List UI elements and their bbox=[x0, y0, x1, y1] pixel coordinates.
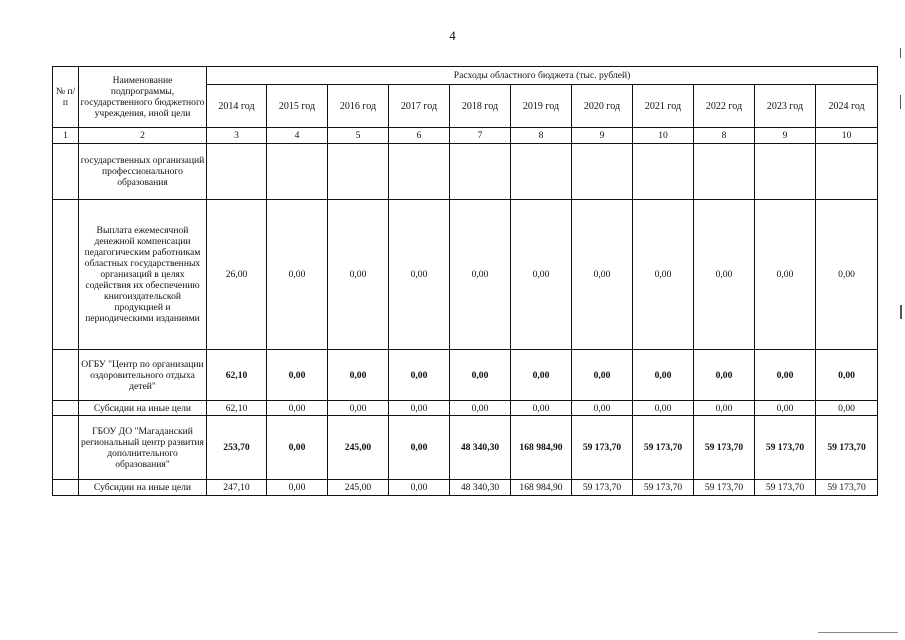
cell-value bbox=[633, 144, 694, 200]
cell-value: 0,00 bbox=[389, 401, 450, 416]
scan-artifact bbox=[900, 305, 902, 319]
row-num bbox=[53, 416, 79, 480]
column-index: 2 bbox=[79, 128, 207, 144]
cell-value: 0,00 bbox=[633, 401, 694, 416]
cell-value: 0,00 bbox=[267, 480, 328, 496]
row-num bbox=[53, 401, 79, 416]
column-index: 8 bbox=[511, 128, 572, 144]
cell-value: 0,00 bbox=[755, 350, 816, 401]
table-row bbox=[53, 200, 878, 350]
cell-value: 59 173,70 bbox=[816, 480, 878, 496]
header-year: 2017 год bbox=[389, 85, 450, 128]
cell-value: 0,00 bbox=[450, 350, 511, 401]
cell-value: 26,00 bbox=[207, 200, 267, 350]
cell-value bbox=[816, 144, 878, 200]
cell-value: 0,00 bbox=[816, 350, 878, 401]
row-name: ГБОУ ДО "Магаданский региональный центр развития дополнительного образования" bbox=[79, 416, 207, 480]
column-index: 10 bbox=[816, 128, 878, 144]
row-num bbox=[53, 200, 79, 350]
cell-value: 0,00 bbox=[633, 200, 694, 350]
cell-value: 0,00 bbox=[633, 350, 694, 401]
cell-value: 59 173,70 bbox=[755, 480, 816, 496]
header-year: 2023 год bbox=[755, 85, 816, 128]
header-name: Наименование подпрограммы, государственного бюджетного учреждения, иной цели bbox=[79, 67, 207, 128]
cell-value: 0,00 bbox=[572, 200, 633, 350]
cell-value: 0,00 bbox=[267, 416, 328, 480]
cell-value: 0,00 bbox=[450, 401, 511, 416]
scan-artifact bbox=[900, 95, 901, 109]
cell-value: 0,00 bbox=[267, 401, 328, 416]
row-name: Субсидии на иные цели bbox=[79, 480, 207, 496]
cell-value: 0,00 bbox=[267, 350, 328, 401]
header-year: 2015 год bbox=[267, 85, 328, 128]
cell-value: 0,00 bbox=[694, 350, 755, 401]
cell-value bbox=[755, 144, 816, 200]
cell-value: 168 984,90 bbox=[511, 480, 572, 496]
cell-value: 0,00 bbox=[389, 416, 450, 480]
column-index: 3 bbox=[207, 128, 267, 144]
column-index: 9 bbox=[755, 128, 816, 144]
row-name: Выплата ежемесячной денежной компенсации педагогическим работникам областных государственных организаций в целях содействия их обеспечению книгоиздательской продукцией и периодическими изданиями bbox=[79, 200, 207, 350]
cell-value bbox=[207, 144, 267, 200]
header-year: 2021 год bbox=[633, 85, 694, 128]
header-year: 2022 год bbox=[694, 85, 755, 128]
header-year: 2020 год bbox=[572, 85, 633, 128]
cell-value: 245,00 bbox=[328, 416, 389, 480]
cell-value: 0,00 bbox=[450, 200, 511, 350]
cell-value: 59 173,70 bbox=[633, 416, 694, 480]
row-num bbox=[53, 144, 79, 200]
header-row-top bbox=[53, 67, 878, 85]
table-row bbox=[53, 480, 878, 496]
cell-value: 0,00 bbox=[389, 480, 450, 496]
column-index: 1 bbox=[53, 128, 79, 144]
table-row bbox=[53, 416, 878, 480]
cell-value bbox=[694, 144, 755, 200]
table-row bbox=[53, 144, 878, 200]
cell-value: 59 173,70 bbox=[816, 416, 878, 480]
column-index: 6 bbox=[389, 128, 450, 144]
cell-value: 245,00 bbox=[328, 480, 389, 496]
cell-value: 247,10 bbox=[207, 480, 267, 496]
table-row bbox=[53, 350, 878, 401]
cell-value bbox=[511, 144, 572, 200]
cell-value: 0,00 bbox=[816, 401, 878, 416]
page-number: 4 bbox=[449, 28, 456, 43]
header-year: 2024 год bbox=[816, 85, 878, 128]
header-year: 2019 год bbox=[511, 85, 572, 128]
cell-value: 0,00 bbox=[389, 350, 450, 401]
cell-value: 0,00 bbox=[572, 401, 633, 416]
scan-artifact bbox=[900, 48, 901, 58]
column-index: 10 bbox=[633, 128, 694, 144]
column-index-row bbox=[53, 128, 878, 144]
cell-value: 59 173,70 bbox=[572, 480, 633, 496]
cell-value: 48 340,30 bbox=[450, 416, 511, 480]
header-num: № п/п bbox=[53, 67, 79, 128]
cell-value bbox=[450, 144, 511, 200]
cell-value: 0,00 bbox=[389, 200, 450, 350]
column-index: 8 bbox=[694, 128, 755, 144]
column-index: 4 bbox=[267, 128, 328, 144]
cell-value: 0,00 bbox=[511, 350, 572, 401]
cell-value: 0,00 bbox=[328, 401, 389, 416]
row-name: государственных организаций профессионального образования bbox=[79, 144, 207, 200]
cell-value: 0,00 bbox=[755, 401, 816, 416]
cell-value: 168 984,90 bbox=[511, 416, 572, 480]
header-year: 2014 год bbox=[207, 85, 267, 128]
scan-artifact bbox=[818, 632, 898, 633]
cell-value: 0,00 bbox=[694, 401, 755, 416]
header-group: Расходы областного бюджета (тыс. рублей) bbox=[207, 67, 878, 85]
cell-value: 0,00 bbox=[694, 200, 755, 350]
cell-value: 59 173,70 bbox=[572, 416, 633, 480]
row-name: Субсидии на иные цели bbox=[79, 401, 207, 416]
cell-value: 0,00 bbox=[816, 200, 878, 350]
header-year: 2016 год bbox=[328, 85, 389, 128]
row-num bbox=[53, 480, 79, 496]
table-row bbox=[53, 401, 878, 416]
header-year: 2018 год bbox=[450, 85, 511, 128]
cell-value bbox=[389, 144, 450, 200]
cell-value bbox=[328, 144, 389, 200]
cell-value: 0,00 bbox=[511, 200, 572, 350]
cell-value: 59 173,70 bbox=[633, 480, 694, 496]
cell-value: 59 173,70 bbox=[755, 416, 816, 480]
column-index: 7 bbox=[450, 128, 511, 144]
cell-value bbox=[572, 144, 633, 200]
row-name: ОГБУ "Центр по организации оздоровительного отдыха детей" bbox=[79, 350, 207, 401]
cell-value: 0,00 bbox=[328, 350, 389, 401]
cell-value: 0,00 bbox=[267, 200, 328, 350]
row-num bbox=[53, 350, 79, 401]
cell-value: 0,00 bbox=[511, 401, 572, 416]
budget-table bbox=[52, 66, 878, 496]
cell-value: 62,10 bbox=[207, 350, 267, 401]
cell-value: 48 340,30 bbox=[450, 480, 511, 496]
cell-value: 0,00 bbox=[755, 200, 816, 350]
cell-value: 253,70 bbox=[207, 416, 267, 480]
cell-value: 59 173,70 bbox=[694, 480, 755, 496]
cell-value: 0,00 bbox=[328, 200, 389, 350]
column-index: 5 bbox=[328, 128, 389, 144]
cell-value: 62,10 bbox=[207, 401, 267, 416]
cell-value: 0,00 bbox=[572, 350, 633, 401]
cell-value bbox=[267, 144, 328, 200]
column-index: 9 bbox=[572, 128, 633, 144]
cell-value: 59 173,70 bbox=[694, 416, 755, 480]
